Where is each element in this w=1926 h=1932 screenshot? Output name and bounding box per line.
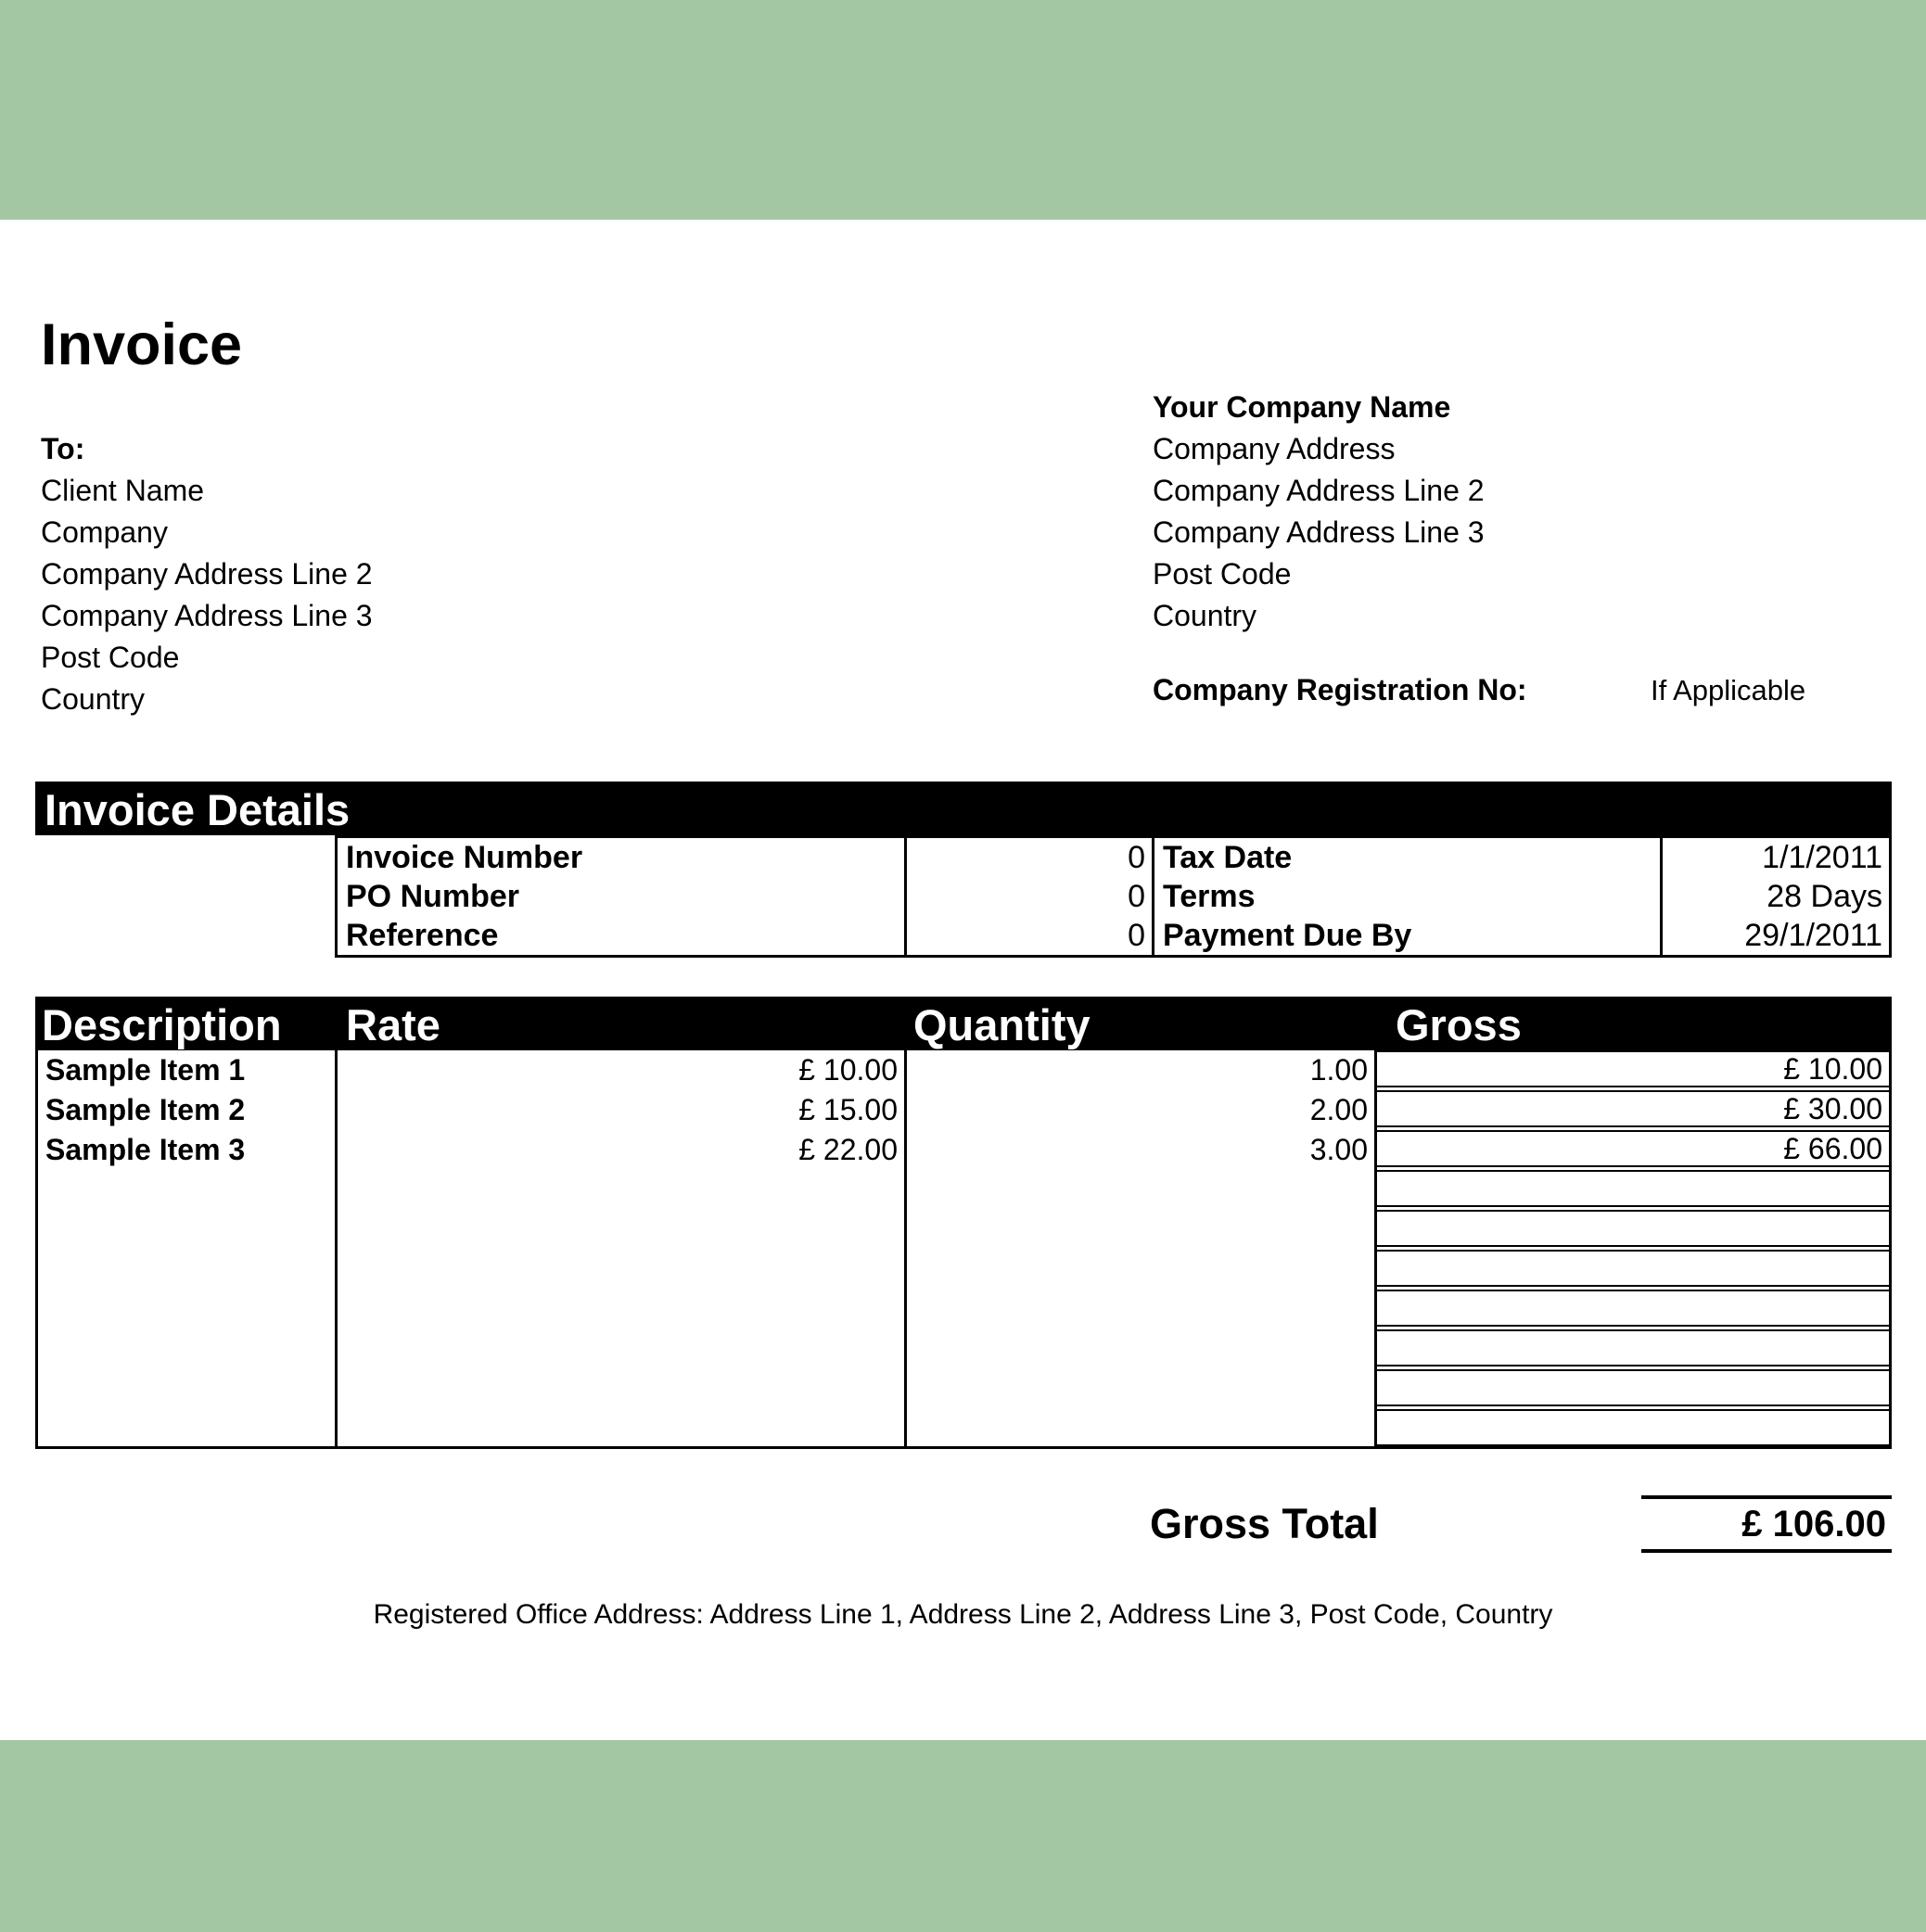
details-value-column (904, 838, 1152, 955)
registration-label: Company Registration No: (1153, 673, 1527, 706)
item-gross: £ 10.00 (1377, 1050, 1889, 1087)
registration-value: If Applicable (1651, 674, 1806, 706)
detail-value: 1/1/2011 (1762, 840, 1882, 875)
registration-row (0, 669, 1926, 711)
details-label2-column (1152, 838, 1660, 955)
items-header-bar (35, 997, 1892, 1050)
bill-to-line: Company Address Line 3 (41, 599, 373, 632)
company-address-line: Company Address (1153, 432, 1396, 465)
company-name: Your Company Name (1153, 390, 1451, 424)
description-column (38, 1050, 335, 1446)
items-table (35, 1050, 1892, 1449)
item-description: Sample Item 2 (45, 1093, 246, 1126)
company-address-line: Company Address Line 2 (1153, 474, 1485, 507)
detail-label: Reference (346, 918, 499, 953)
bill-to-label: To: (41, 432, 85, 465)
items-header-description: Description (42, 1000, 282, 1049)
items-header-gross: Gross (1396, 1000, 1522, 1049)
items-header-quantity: Quantity (913, 1000, 1091, 1049)
gross-empty-cell (1377, 1329, 1889, 1366)
detail-label: PO Number (346, 879, 520, 914)
rate-column (335, 1050, 904, 1446)
detail-label: Terms (1163, 879, 1256, 914)
gross-empty-cell (1377, 1210, 1889, 1247)
item-rate: £ 10.00 (798, 1053, 898, 1087)
item-description: Sample Item 3 (45, 1133, 246, 1166)
detail-value: 28 Days (1767, 879, 1882, 914)
company-address-line: Post Code (1153, 557, 1292, 591)
bill-to-line: Client Name (41, 474, 205, 507)
detail-value: 0 (1128, 879, 1145, 914)
gross-empty-cell (1377, 1170, 1889, 1207)
detail-label: Payment Due By (1163, 918, 1412, 953)
detail-label: Invoice Number (346, 840, 583, 875)
bill-to-line: Post Code (41, 641, 180, 674)
page-title: Invoice (41, 312, 243, 377)
item-rate: £ 22.00 (798, 1133, 898, 1166)
item-gross: £ 30.00 (1377, 1090, 1889, 1127)
gross-total-value: £ 106.00 (1641, 1495, 1892, 1553)
bill-to-line: Company (41, 515, 168, 549)
detail-label: Tax Date (1163, 840, 1293, 875)
detail-value: 0 (1128, 918, 1145, 953)
item-quantity: 1.00 (1309, 1053, 1368, 1087)
details-value2-column (1660, 838, 1889, 955)
registered-office-footer: Registered Office Address: Address Line 1, Address Line 2, Address Line 3, Post Code, Country (373, 1599, 1553, 1630)
invoice-details-header-bar (35, 782, 1892, 835)
gross-empty-cell (1377, 1409, 1889, 1446)
item-description: Sample Item 1 (45, 1053, 246, 1087)
gross-empty-cell (1377, 1250, 1889, 1287)
item-quantity: 2.00 (1309, 1093, 1368, 1126)
top-green-band (0, 0, 1926, 220)
company-block (1153, 387, 1485, 637)
gross-empty-cell (1377, 1369, 1889, 1406)
quantity-column (904, 1050, 1377, 1446)
gross-total-label: Gross Total (1150, 1500, 1379, 1547)
bill-to-line: Country (41, 682, 146, 716)
invoice-details-table (335, 835, 1892, 958)
company-address-line: Country (1153, 599, 1257, 632)
bill-to-line: Company Address Line 2 (41, 557, 373, 591)
details-label-column (338, 838, 904, 955)
detail-value: 0 (1128, 840, 1145, 875)
detail-value: 29/1/2011 (1744, 918, 1882, 953)
item-gross: £ 66.00 (1377, 1130, 1889, 1167)
bottom-green-band (0, 1740, 1926, 1932)
gross-column (1377, 1050, 1889, 1446)
company-address-line: Company Address Line 3 (1153, 515, 1485, 549)
gross-empty-cell (1377, 1290, 1889, 1327)
invoice-details-header: Invoice Details (45, 785, 351, 834)
item-rate: £ 15.00 (798, 1093, 898, 1126)
item-quantity: 3.00 (1309, 1133, 1368, 1166)
items-header-rate: Rate (346, 1000, 440, 1049)
